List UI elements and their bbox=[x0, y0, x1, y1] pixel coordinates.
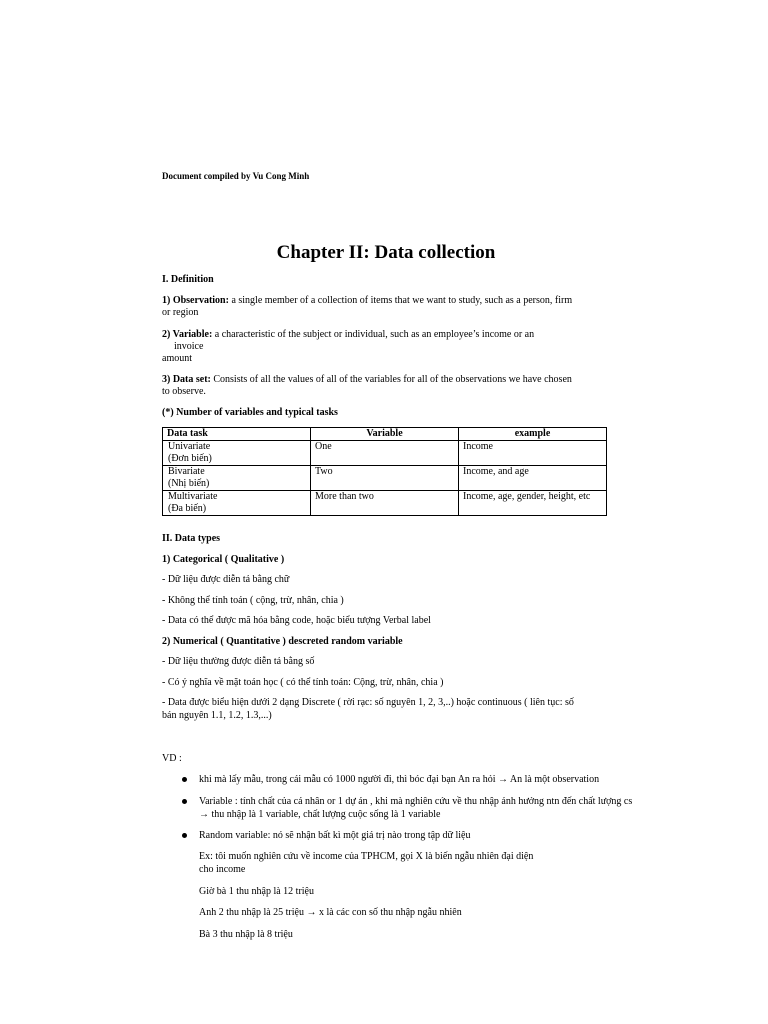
variable-text: a characteristic of the subject or individual, such as an employee’s income or an bbox=[212, 329, 535, 340]
table-cell-example: Income bbox=[459, 441, 607, 466]
categorical-heading: 1) Categorical ( Qualitative ) bbox=[162, 554, 285, 565]
categorical-item: - Không thể tính toán ( cộng, trừ, nhân, chia ) bbox=[162, 595, 344, 606]
variable-definition bbox=[162, 329, 534, 341]
observation-label: 1) Observation: bbox=[162, 295, 229, 306]
table-cell-example: Income, age, gender, height, etc bbox=[459, 491, 607, 516]
compiled-by-note: Document compiled by Vu Cong Minh bbox=[162, 171, 310, 181]
table-header-example: example bbox=[459, 428, 607, 441]
numerical-item: - Data được biểu hiện dưới 2 dạng Discrete ( rời rạc: số nguyên 1, 2, 3,..) hoặc continuous ( liên tục: số bbox=[162, 697, 574, 708]
variable-text-cont: invoice bbox=[174, 341, 204, 352]
table-header-variable: Variable bbox=[311, 428, 459, 441]
page-title: Chapter II: Data collection bbox=[276, 242, 496, 263]
table-cell-task bbox=[163, 491, 311, 516]
example-person-1: Giờ bà 1 thu nhập là 12 triệu bbox=[199, 886, 314, 897]
task-name: Bivariate bbox=[168, 466, 205, 477]
variable-text-cont-2: amount bbox=[162, 353, 192, 364]
table-cell-variable: Two bbox=[311, 466, 459, 491]
example-bullet-random-variable: Random variable: nó sẽ nhận bất kì một giá trị nào trong tập dữ liệu bbox=[199, 830, 471, 841]
task-name: Univariate bbox=[168, 441, 211, 452]
table-cell-variable: More than two bbox=[311, 491, 459, 516]
bullet-icon bbox=[182, 833, 187, 838]
table-cell-task bbox=[163, 466, 311, 491]
table-header-row bbox=[163, 428, 607, 441]
dataset-text: Consists of all the values of all of the variables for all of the observations we have chosen bbox=[210, 374, 572, 385]
data-task-table bbox=[162, 427, 607, 516]
examples-label: VD : bbox=[162, 753, 182, 764]
task-name-vi: (Đa biến) bbox=[168, 503, 207, 514]
example-person-3: Bà 3 thu nhập là 8 triệu bbox=[199, 929, 293, 940]
task-name-vi: (Đơn biến) bbox=[168, 453, 212, 464]
example-bullet-variable: Variable : tính chất của cá nhân or 1 dự án , khi mà nghiên cứu về thu nhập ảnh hưởng ntn đến chất lượng cs bbox=[199, 796, 633, 807]
numerical-item-cont: bán nguyên 1.1, 1.2, 1.3,...) bbox=[162, 710, 272, 721]
tasks-heading: (*) Number of variables and typical tasks bbox=[162, 407, 338, 418]
observation-text: a single member of a collection of items that we want to study, such as a person, firm bbox=[228, 295, 573, 306]
section-data-types-heading: II. Data types bbox=[162, 533, 221, 544]
numerical-item: - Dữ liệu thường được diễn tả bằng số bbox=[162, 656, 315, 667]
section-definition-heading: I. Definition bbox=[162, 274, 214, 285]
numerical-heading: 2) Numerical ( Quantitative ) descreted random variable bbox=[162, 636, 403, 647]
example-income-line-cont: cho income bbox=[199, 864, 246, 875]
observation-text-cont: or region bbox=[162, 307, 199, 318]
example-bullet-observation: khi mà lấy mẫu, trong cái mẫu có 1000 người đi, thì bóc đại bạn An ra hỏi → An là một observation bbox=[199, 774, 600, 785]
dataset-text-cont: to observe. bbox=[162, 386, 206, 397]
categorical-item: - Data có thể được mã hóa bằng code, hoặc biểu tượng Verbal label bbox=[162, 615, 431, 626]
dataset-label: 3) Data set: bbox=[162, 374, 211, 385]
task-name-vi: (Nhị biến) bbox=[168, 478, 210, 489]
observation-definition bbox=[162, 295, 572, 307]
bullet-icon bbox=[182, 777, 187, 782]
example-bullet-variable-cont: → thu nhập là 1 variable, chất lượng cuộc sống là 1 variable bbox=[199, 809, 441, 820]
table-header-data-task: Data task bbox=[163, 428, 311, 441]
bullet-icon bbox=[182, 799, 187, 804]
table-row bbox=[163, 441, 607, 466]
table-cell-variable: One bbox=[311, 441, 459, 466]
variable-label: 2) Variable: bbox=[162, 329, 213, 340]
numerical-item: - Có ý nghĩa về mặt toán học ( có thể tính toán: Cộng, trừ, nhân, chia ) bbox=[162, 677, 444, 688]
example-income-line: Ex: tôi muốn nghiên cứu về income của TPHCM, gọi X là biến ngẫu nhiên đại diện bbox=[199, 851, 534, 862]
table-row bbox=[163, 466, 607, 491]
table-cell-example: Income, and age bbox=[459, 466, 607, 491]
categorical-item: - Dữ liệu được diễn tả bằng chữ bbox=[162, 574, 290, 585]
example-person-2: Anh 2 thu nhập là 25 triệu → x là các con số thu nhập ngẫu nhiên bbox=[199, 907, 462, 918]
dataset-definition bbox=[162, 374, 572, 386]
task-name: Multivariate bbox=[168, 491, 218, 502]
table-cell-task bbox=[163, 441, 311, 466]
table-row bbox=[163, 491, 607, 516]
